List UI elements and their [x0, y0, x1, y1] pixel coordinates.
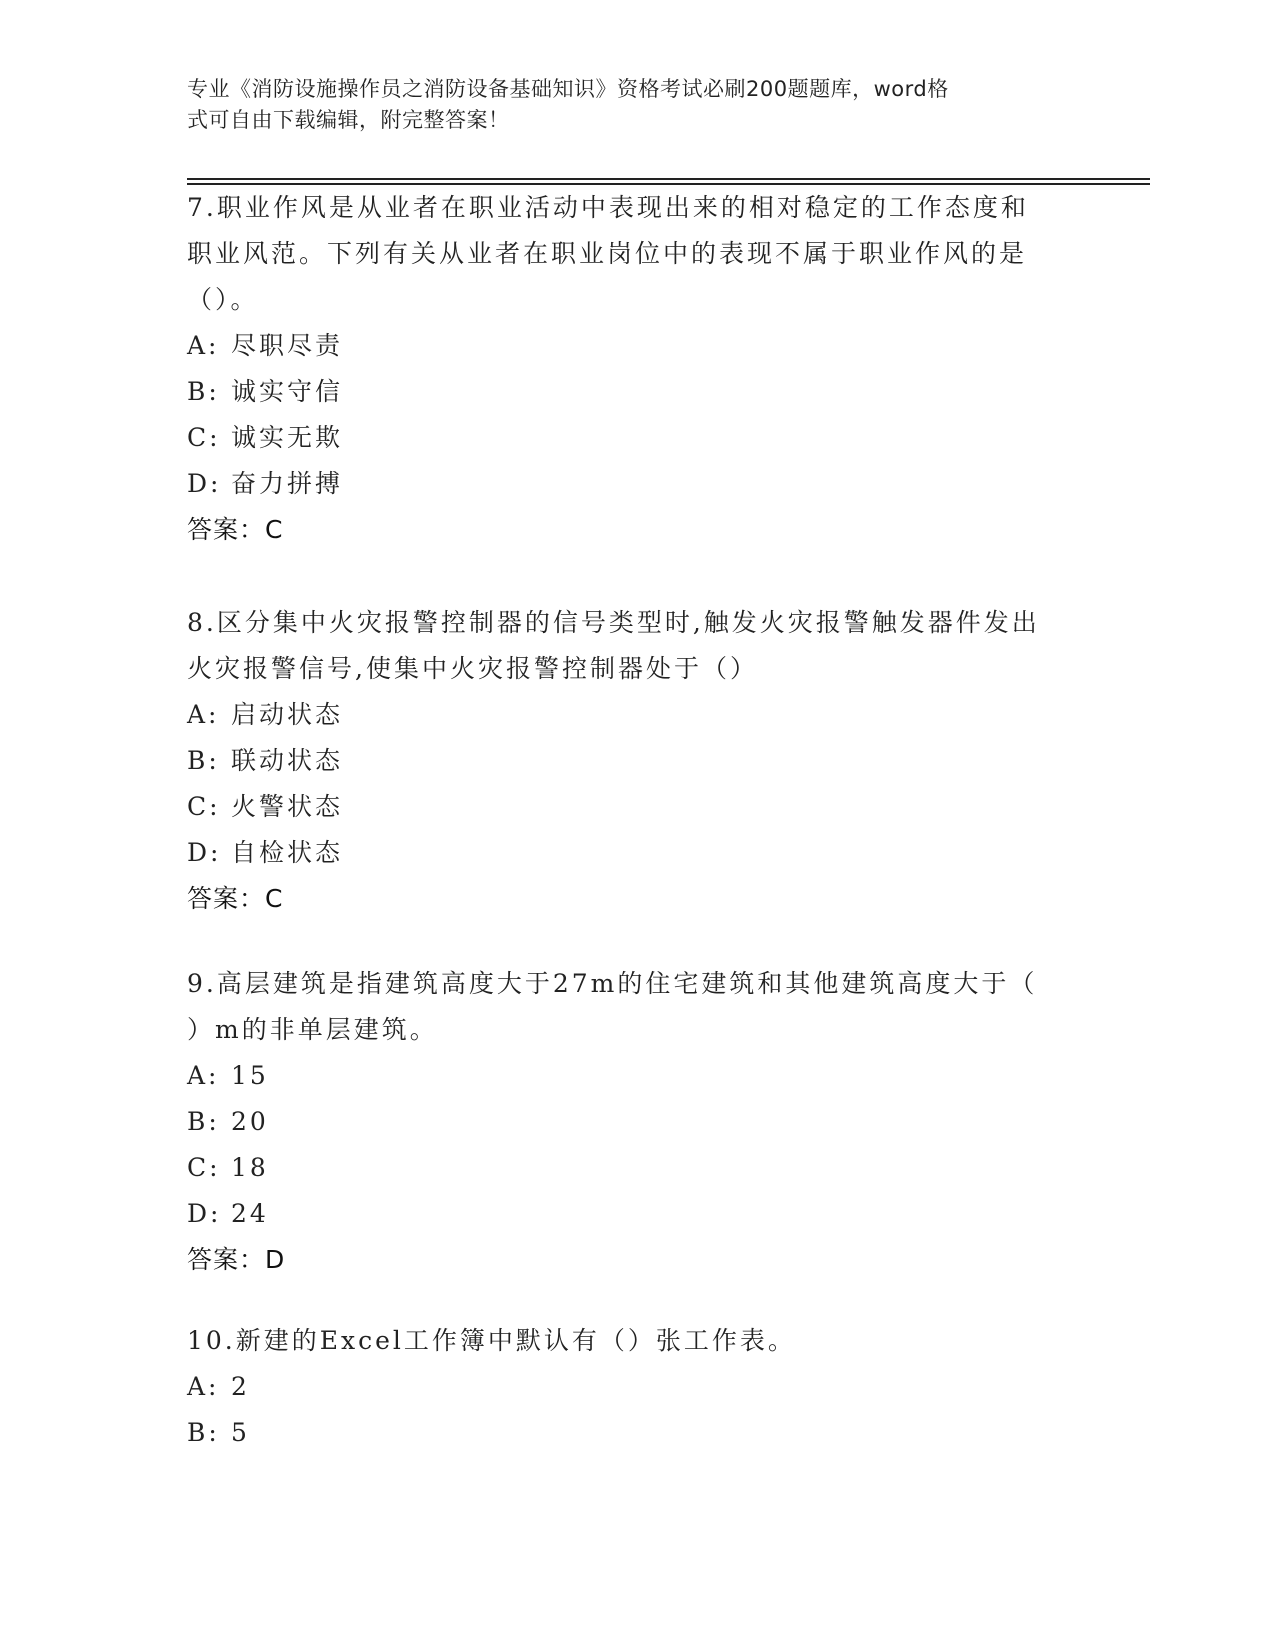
- answer-line: 答案：D: [187, 1245, 286, 1274]
- question-7: [187, 185, 1087, 553]
- option-text: 诚实守信: [231, 377, 344, 406]
- question-text-line: 7.职业作风是从业者在职业活动中表现出来的相对稳定的工作态度和: [187, 193, 1029, 222]
- answer-line: 答案：C: [187, 884, 284, 913]
- header-divider-top: [187, 178, 1150, 180]
- option-a: [187, 1053, 1087, 1099]
- question-10: [187, 1318, 1087, 1456]
- header-line-1: 专业《消防设施操作员之消防设备基础知识》资格考试必刷200题题库，word格: [187, 77, 949, 101]
- option-d: [187, 830, 1087, 876]
- question-text-line: 8.区分集中火灾报警控制器的信号类型时,触发火灾报警触发器件发出: [187, 608, 1040, 637]
- option-letter: A:: [187, 331, 220, 360]
- option-letter: B:: [187, 1418, 220, 1447]
- question-text-line: 9.高层建筑是指建筑高度大于27m的住宅建筑和其他建筑高度大于（: [187, 969, 1038, 998]
- option-c: [187, 415, 1087, 461]
- option-a: [187, 323, 1087, 369]
- option-a: [187, 1364, 1087, 1410]
- option-letter: C:: [187, 423, 221, 452]
- option-text: 自检状态: [231, 838, 344, 867]
- header-line-2: 式可自由下载编辑，附完整答案！: [187, 108, 510, 132]
- option-b: [187, 369, 1087, 415]
- option-text: 诚实无欺: [231, 423, 344, 452]
- option-letter: D:: [187, 469, 222, 498]
- question-text-line: 10.新建的Excel工作簿中默认有（）张工作表。: [187, 1326, 796, 1355]
- question-text-line: 火灾报警信号,使集中火灾报警控制器处于（）: [187, 654, 758, 683]
- option-letter: A:: [187, 1061, 220, 1090]
- option-letter: C:: [187, 1153, 221, 1182]
- question-text-line: 职业风范。下列有关从业者在职业岗位中的表现不属于职业作风的是: [187, 239, 1028, 268]
- question-8: [187, 600, 1087, 922]
- question-text-line: ）m的非单层建筑。: [187, 1015, 438, 1044]
- option-d: [187, 461, 1087, 507]
- option-b: [187, 1099, 1087, 1145]
- option-letter: A:: [187, 700, 220, 729]
- option-text: 15: [231, 1061, 269, 1090]
- option-text: 20: [231, 1107, 269, 1136]
- option-text: 尽职尽责: [231, 331, 344, 360]
- answer-line: 答案：C: [187, 515, 284, 544]
- option-c: [187, 784, 1087, 830]
- option-letter: C:: [187, 792, 221, 821]
- option-letter: B:: [187, 377, 220, 406]
- option-a: [187, 692, 1087, 738]
- document-header: [187, 74, 1067, 136]
- option-letter: B:: [187, 746, 220, 775]
- option-text: 5: [231, 1418, 250, 1447]
- option-letter: B:: [187, 1107, 220, 1136]
- question-text-line: （）。: [187, 285, 259, 314]
- option-b: [187, 738, 1087, 784]
- option-b: [187, 1410, 1087, 1456]
- option-text: 2: [231, 1372, 250, 1401]
- question-9: [187, 961, 1087, 1283]
- option-text: 联动状态: [231, 746, 344, 775]
- option-letter: A:: [187, 1372, 220, 1401]
- option-letter: D:: [187, 838, 222, 867]
- option-letter: D:: [187, 1199, 222, 1228]
- option-text: 奋力拼搏: [231, 469, 344, 498]
- option-text: 启动状态: [231, 700, 344, 729]
- option-text: 24: [231, 1199, 269, 1228]
- option-c: [187, 1145, 1087, 1191]
- option-text: 火警状态: [231, 792, 344, 821]
- option-text: 18: [231, 1153, 269, 1182]
- option-d: [187, 1191, 1087, 1237]
